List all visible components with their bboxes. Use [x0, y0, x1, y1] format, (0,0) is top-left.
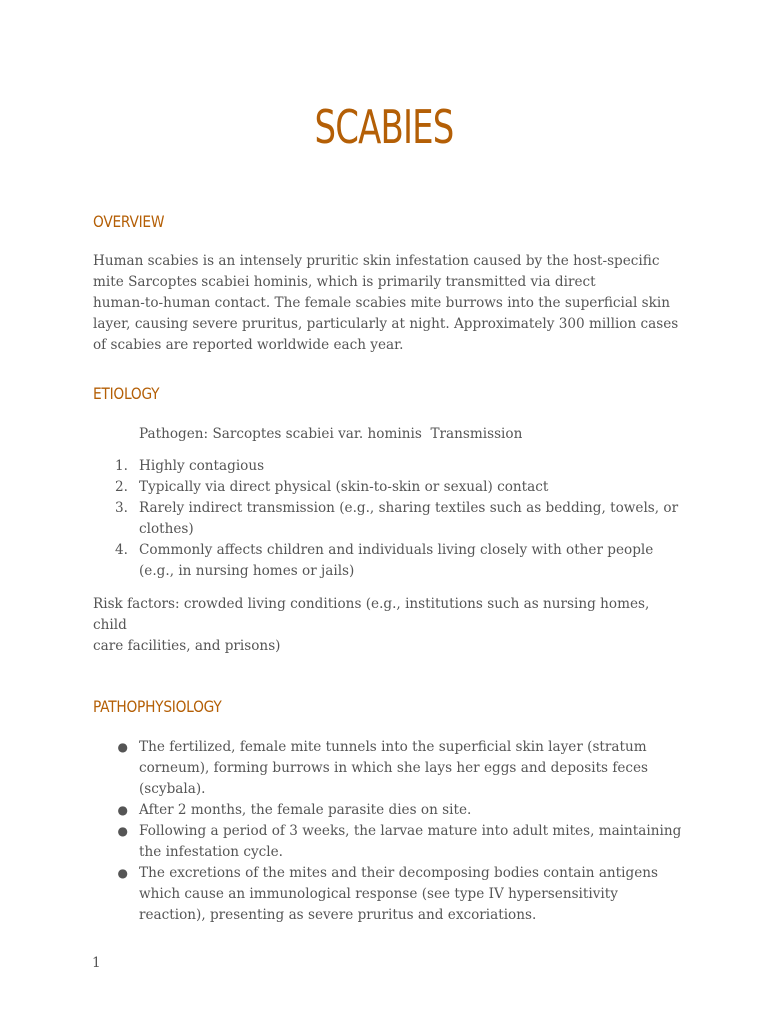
- list-item-text: (e.g., in nursing homes or jails): [139, 563, 355, 579]
- etiology-heading: ETIOLOGY: [93, 384, 160, 403]
- list-item-text: corneum), forming burrows in which she lays her eggs and deposits feces: [139, 760, 649, 776]
- list-item-text: Commonly affects children and individuals living closely with other people: [139, 542, 654, 558]
- list-item: [93, 800, 683, 821]
- pathogen-line: Pathogen: Sarcoptes scabiei var. hominis Transmission: [139, 426, 523, 442]
- list-item-text: The excretions of the mites and their decomposing bodies contain antigens: [139, 865, 658, 881]
- overview-line: mite Sarcoptes scabiei hominis, which is primarily transmitted via direct: [93, 274, 596, 290]
- pathophysiology-heading: PATHOPHYSIOLOGY: [93, 697, 222, 716]
- bullet-icon: ●: [117, 824, 128, 838]
- overview-line: layer, causing severe pruritus, particularly at night. Approximately 300 million cases: [93, 316, 679, 332]
- bullet-icon: ●: [117, 866, 128, 880]
- overview-line: Human scabies is an intensely pruritic skin infestation caused by the host-specific: [93, 253, 660, 269]
- list-item-text: clothes): [139, 521, 194, 537]
- list-item: [93, 821, 683, 863]
- document-title: SCABIES: [314, 100, 454, 154]
- list-item-text: Rarely indirect transmission (e.g., sharing textiles such as bedding, towels, or: [139, 500, 679, 516]
- list-item-text: After 2 months, the female parasite dies on site.: [139, 802, 472, 818]
- list-item-text: reaction), presenting as severe pruritus and excoriations.: [139, 907, 537, 923]
- list-number: 3.: [115, 500, 128, 516]
- list-number: 4.: [115, 542, 128, 558]
- risk-factors-line: care facilities, and prisons): [93, 638, 281, 654]
- list-number: 1.: [115, 458, 128, 474]
- overview-line: human-to-human contact. The female scabies mite burrows into the superficial skin: [93, 295, 670, 311]
- transmission-list: [93, 456, 683, 582]
- risk-factors-line: Risk factors: crowded living conditions (e.g., institutions such as nursing homes, child: [93, 596, 650, 633]
- list-item-text: which cause an immunological response (see type IV hypersensitivity: [139, 886, 618, 902]
- overview-paragraph: [93, 251, 683, 356]
- list-item-text: (scybala).: [139, 781, 206, 797]
- list-item-text: Highly contagious: [139, 458, 265, 474]
- list-item: [93, 863, 683, 926]
- list-item-text: The fertilized, female mite tunnels into the superficial skin layer (stratum: [139, 739, 647, 755]
- list-item: [93, 456, 683, 477]
- list-number: 2.: [115, 479, 128, 495]
- list-item: [93, 540, 683, 582]
- list-item-text: Typically via direct physical (skin-to-skin or sexual) contact: [139, 479, 549, 495]
- bullet-icon: ●: [117, 803, 128, 817]
- overview-heading: OVERVIEW: [93, 212, 165, 231]
- list-item: [93, 737, 683, 800]
- page-number: 1: [92, 955, 101, 971]
- list-item: [93, 477, 683, 498]
- list-item: [93, 498, 683, 540]
- bullet-icon: ●: [117, 740, 128, 754]
- pathophysiology-list: [93, 737, 683, 926]
- list-item-text: the infestation cycle.: [139, 844, 283, 860]
- overview-line: of scabies are reported worldwide each year.: [93, 337, 404, 353]
- risk-factors-paragraph: [93, 594, 683, 657]
- list-item-text: Following a period of 3 weeks, the larvae mature into adult mites, maintaining: [139, 823, 682, 839]
